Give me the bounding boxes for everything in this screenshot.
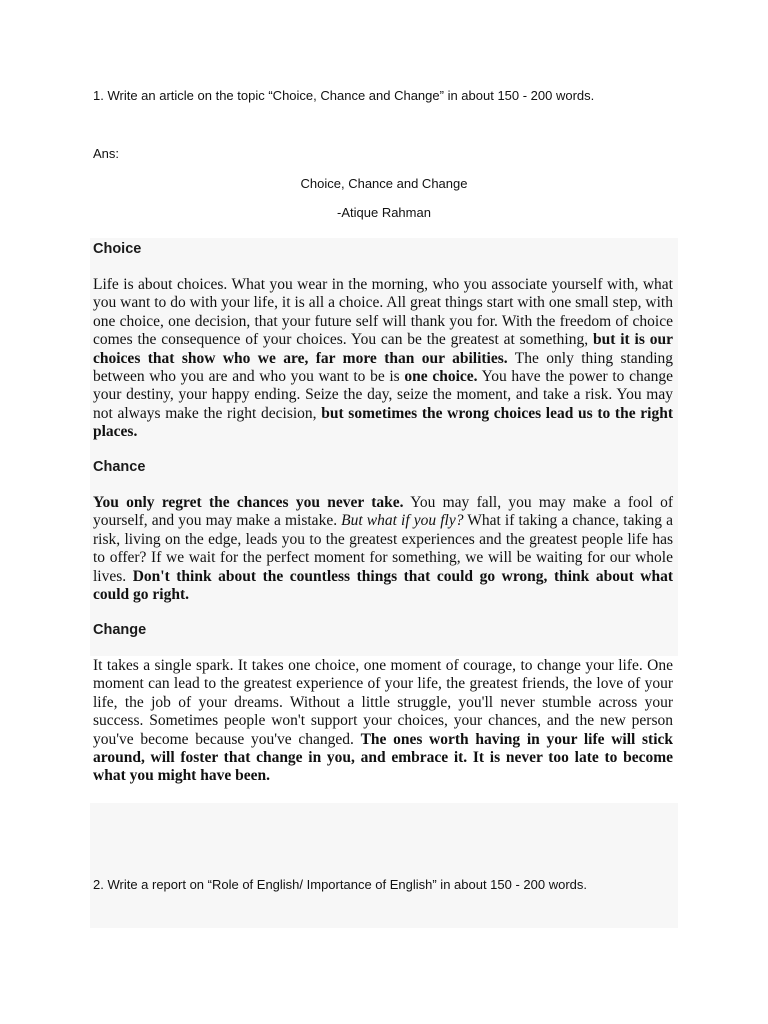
paragraph-chance bbox=[93, 494, 673, 604]
section-heading-choice: Choice bbox=[93, 241, 142, 257]
text: You have the power to change your destiny, your happy ending. Seize the day, seize the moment, and take a risk. You may not always make the right decision, bbox=[93, 368, 673, 422]
italic-text: But what if you fly? bbox=[341, 512, 464, 530]
article-author: -Atique Rahman bbox=[337, 205, 431, 220]
section-heading-change: Change bbox=[93, 622, 147, 638]
section-heading-chance: Chance bbox=[93, 459, 146, 475]
bold-text: You only regret the chances you never take. bbox=[93, 494, 404, 511]
answer-label: Ans: bbox=[93, 146, 120, 161]
text: It takes a single spark. It takes one choice, one moment of courage, to change your life. One moment can lead to the greatest experience of your life, the greatest friends, the love of your life, the job of your dreams. Without a little struggle, you'll never stumble across your success. Sometimes people won't support your choices, your chances, and the new person you've become because you've changed. bbox=[93, 657, 673, 748]
paragraph-change bbox=[93, 657, 673, 786]
text: Life is about choices. What you wear in the morning, who you associate yourself with, what you want to do with your life, it is all a choice. All great things start with one small step, with one choice, one decision, that your future self will thank you for. With the freedom of choice comes the consequence of your choices. You can be the greatest at something, bbox=[93, 276, 673, 349]
text: The only thing standing between who you are and who you want to be is bbox=[93, 349, 673, 386]
background-band-bottom bbox=[90, 803, 678, 928]
bold-text: but it is our choices that show who we are, far more than our abilities. bbox=[93, 331, 673, 367]
bold-text: one choice. bbox=[404, 368, 478, 386]
text: What if taking a chance, taking a risk, living on the edge, leads you to the greatest experiences and the greatest people life has to offer? If we wait for the perfect moment for something, we will be waiting for our whole lives. bbox=[93, 512, 673, 585]
bold-text: Don't think about the countless things that could go wrong, think about what could go right. bbox=[93, 567, 673, 604]
question-1: 1. Write an article on the topic “Choice, Chance and Change” in about 150 - 200 words. bbox=[93, 88, 595, 103]
question-2: 2. Write a report on “Role of English/ Importance of English” in about 150 - 200 words. bbox=[93, 877, 588, 892]
article-title: Choice, Chance and Change bbox=[300, 176, 468, 191]
bold-text: The ones worth having in your life will stick around, will foster that change in you, and embrace it. It is never too late to become what you might have been. bbox=[93, 730, 674, 785]
text: You may fall, you may make a fool of yourself, and you may make a mistake. bbox=[93, 494, 674, 530]
paragraph-choice bbox=[93, 276, 673, 442]
bold-text: but sometimes the wrong choices lead us to the right places. bbox=[93, 404, 673, 441]
